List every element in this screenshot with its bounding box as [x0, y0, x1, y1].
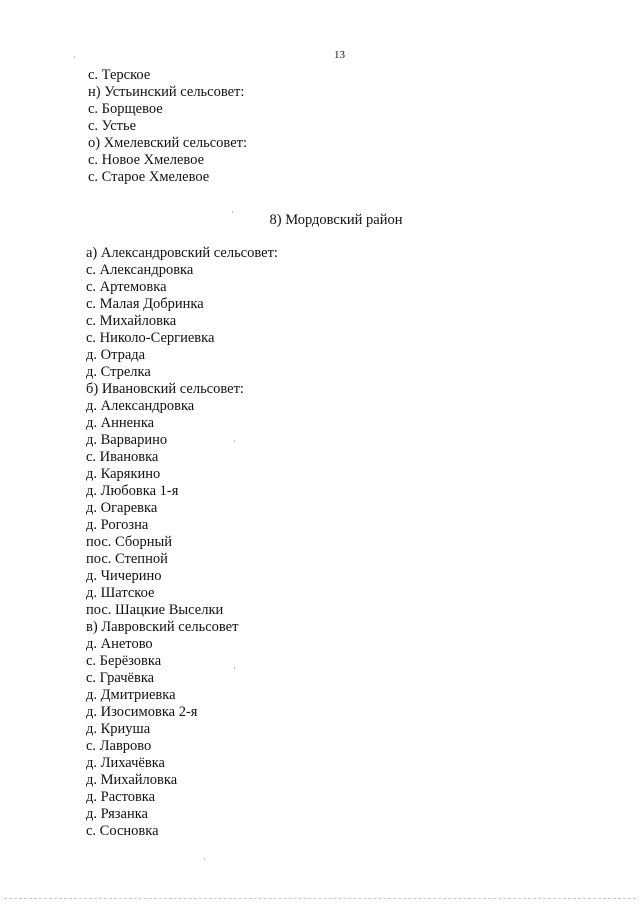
- list-item: д. Изосимовка 2-я: [86, 704, 198, 720]
- list-item: н) Устьинский сельсовет:: [88, 84, 245, 100]
- list-item: д. Растовка: [86, 789, 156, 805]
- scan-speck: [74, 56, 75, 58]
- list-item: пос. Сборный: [86, 534, 173, 550]
- list-item: с. Сосновка: [86, 823, 159, 839]
- list-item: пос. Шацкие Выселки: [86, 602, 224, 618]
- list-item: а) Александровский сельсовет:: [86, 245, 278, 261]
- list-item: д. Карякино: [86, 466, 161, 482]
- section-heading: 8) Мордовский район: [269, 212, 403, 228]
- list-item: д. Александровка: [86, 398, 195, 414]
- list-item: в) Лавровский сельсовет: [86, 619, 239, 635]
- list-item: с. Артемовка: [86, 279, 167, 295]
- list-item: с. Александровка: [86, 262, 194, 278]
- list-item: д. Отрада: [86, 347, 146, 363]
- list-item: д. Стрелка: [86, 364, 151, 380]
- list-item: с. Берёзовка: [86, 653, 162, 669]
- list-item: с. Михайловка: [86, 313, 177, 329]
- list-item: с. Борщевое: [88, 101, 163, 117]
- list-item: д. Михайловка: [86, 772, 178, 788]
- list-item: с. Старое Хмелевое: [88, 169, 210, 185]
- settlement-list-top: [88, 67, 247, 186]
- list-item: д. Рогозна: [86, 517, 149, 533]
- list-item: б) Ивановский сельсовет:: [86, 381, 244, 397]
- list-item: д. Анненка: [86, 415, 155, 431]
- scan-edge-line: [4, 898, 636, 900]
- list-item: д. Любовка 1-я: [86, 483, 179, 499]
- list-item: о) Хмелевский сельсовет:: [88, 135, 247, 151]
- list-item: д. Криуша: [86, 721, 151, 737]
- list-item: д. Лихачёвка: [86, 755, 165, 771]
- scan-speck: [234, 667, 235, 669]
- scan-speck: [234, 440, 235, 442]
- list-item: д. Варварино: [86, 432, 168, 448]
- list-item: д. Рязанка: [86, 806, 148, 822]
- scan-speck: [204, 858, 205, 860]
- list-item: с. Грачёвка: [86, 670, 155, 686]
- scan-speck: [232, 211, 233, 213]
- list-item: с. Малая Добринка: [86, 296, 204, 312]
- list-item: д. Огаревка: [86, 500, 158, 516]
- list-item: пос. Степной: [86, 551, 168, 567]
- list-item: с. Новое Хмелевое: [88, 152, 205, 168]
- list-item: д. Дмитриевка: [86, 687, 176, 703]
- list-item: с. Лаврово: [86, 738, 152, 754]
- list-item: д. Анетово: [86, 636, 153, 652]
- list-item: с. Ивановка: [86, 449, 159, 465]
- list-item: д. Шатское: [86, 585, 155, 601]
- list-item: с. Терское: [88, 67, 151, 83]
- list-item: д. Чичерино: [86, 568, 162, 584]
- settlement-list-main: [86, 245, 278, 840]
- list-item: с. Устье: [88, 118, 137, 134]
- page-number: 13: [334, 49, 345, 61]
- list-item: с. Николо-Сергиевка: [86, 330, 215, 346]
